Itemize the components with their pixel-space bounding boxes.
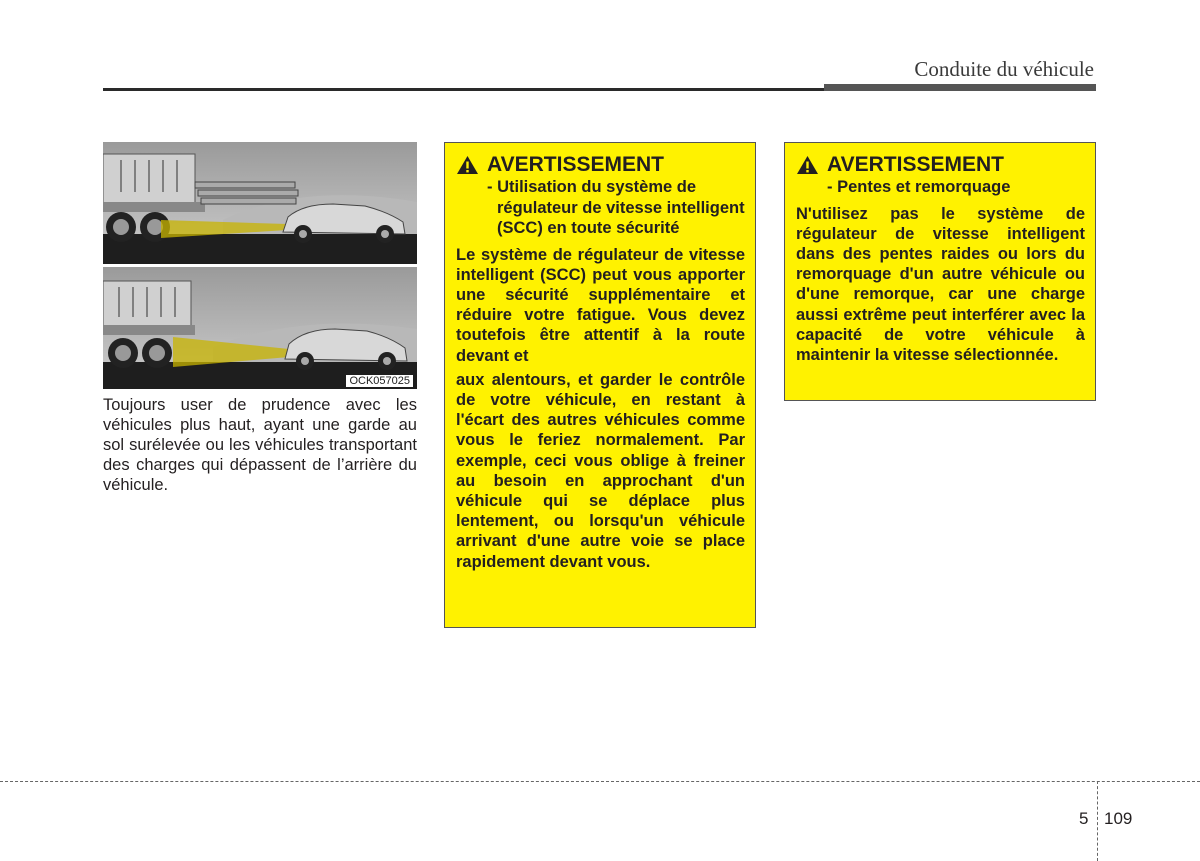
- warning-box-slopes-towing: [784, 142, 1096, 401]
- warning-title: AVERTISSEMENT: [827, 153, 1004, 176]
- warning-triangle-icon: [796, 155, 819, 175]
- footer-dashed-rule: [0, 781, 1200, 782]
- warning-body: N'utilisez pas le système de régulateur de vitesse intelligent dans des pentes raides ou lors du remorquage d'un autre véhicule ou d'une remorque, car une charge aussi extrême peut interférer avec la capacité de votre véhicule à maintenir la vitesse sélectionnée.: [796, 204, 1085, 364]
- warning-title: AVERTISSEMENT: [487, 153, 664, 176]
- warning-body-continued: aux alentours, et garder le contrôle de votre véhicule, en restant à l'écart des autres véhicules comme vous le feriez normalement. Par exemple, ceci vous oblige à freiner au besoin en approchant d'un véhicule qui se déplace plus lentement, ou lorsqu'un véhicule arrivant d'une autre voie se place rapidement devant vous.: [456, 370, 745, 571]
- warning-triangle-icon: [456, 155, 479, 175]
- illustration-high-clearance-truck: [103, 142, 417, 264]
- warning-subtitle: - Utilisation du système de régulateur de vitesse intelligent (SCC) en toute sécurité: [487, 178, 745, 237]
- warning-box-scc-safety: [444, 142, 756, 628]
- warning-body: Le système de régulateur de vitesse intelligent (SCC) peut vous apporter une sécurité supplémentaire et réduire votre fatigue. Vous devez toutefois être attentif à la route devant et: [456, 245, 745, 365]
- page-number: 109: [1104, 809, 1133, 828]
- chapter-number: 5: [1079, 809, 1089, 828]
- footer-dashed-divider: [1097, 781, 1098, 861]
- caution-paragraph: Toujours user de prudence avec les véhicules plus haut, ayant une garde au sol surélevée ou les véhicules transportant des charges qui dépassent de l’arrière du véhicule.: [103, 396, 417, 494]
- figure-code: OCK057025: [346, 375, 413, 387]
- warning-heading: [796, 153, 1085, 177]
- warning-heading: [456, 153, 745, 177]
- page-header-title: Conduite du véhicule: [914, 57, 1094, 81]
- header-rule-accent: [824, 84, 1096, 91]
- warning-subtitle: - Pentes et remorquage: [827, 178, 1011, 196]
- illustration-overhanging-load-truck: [103, 267, 417, 389]
